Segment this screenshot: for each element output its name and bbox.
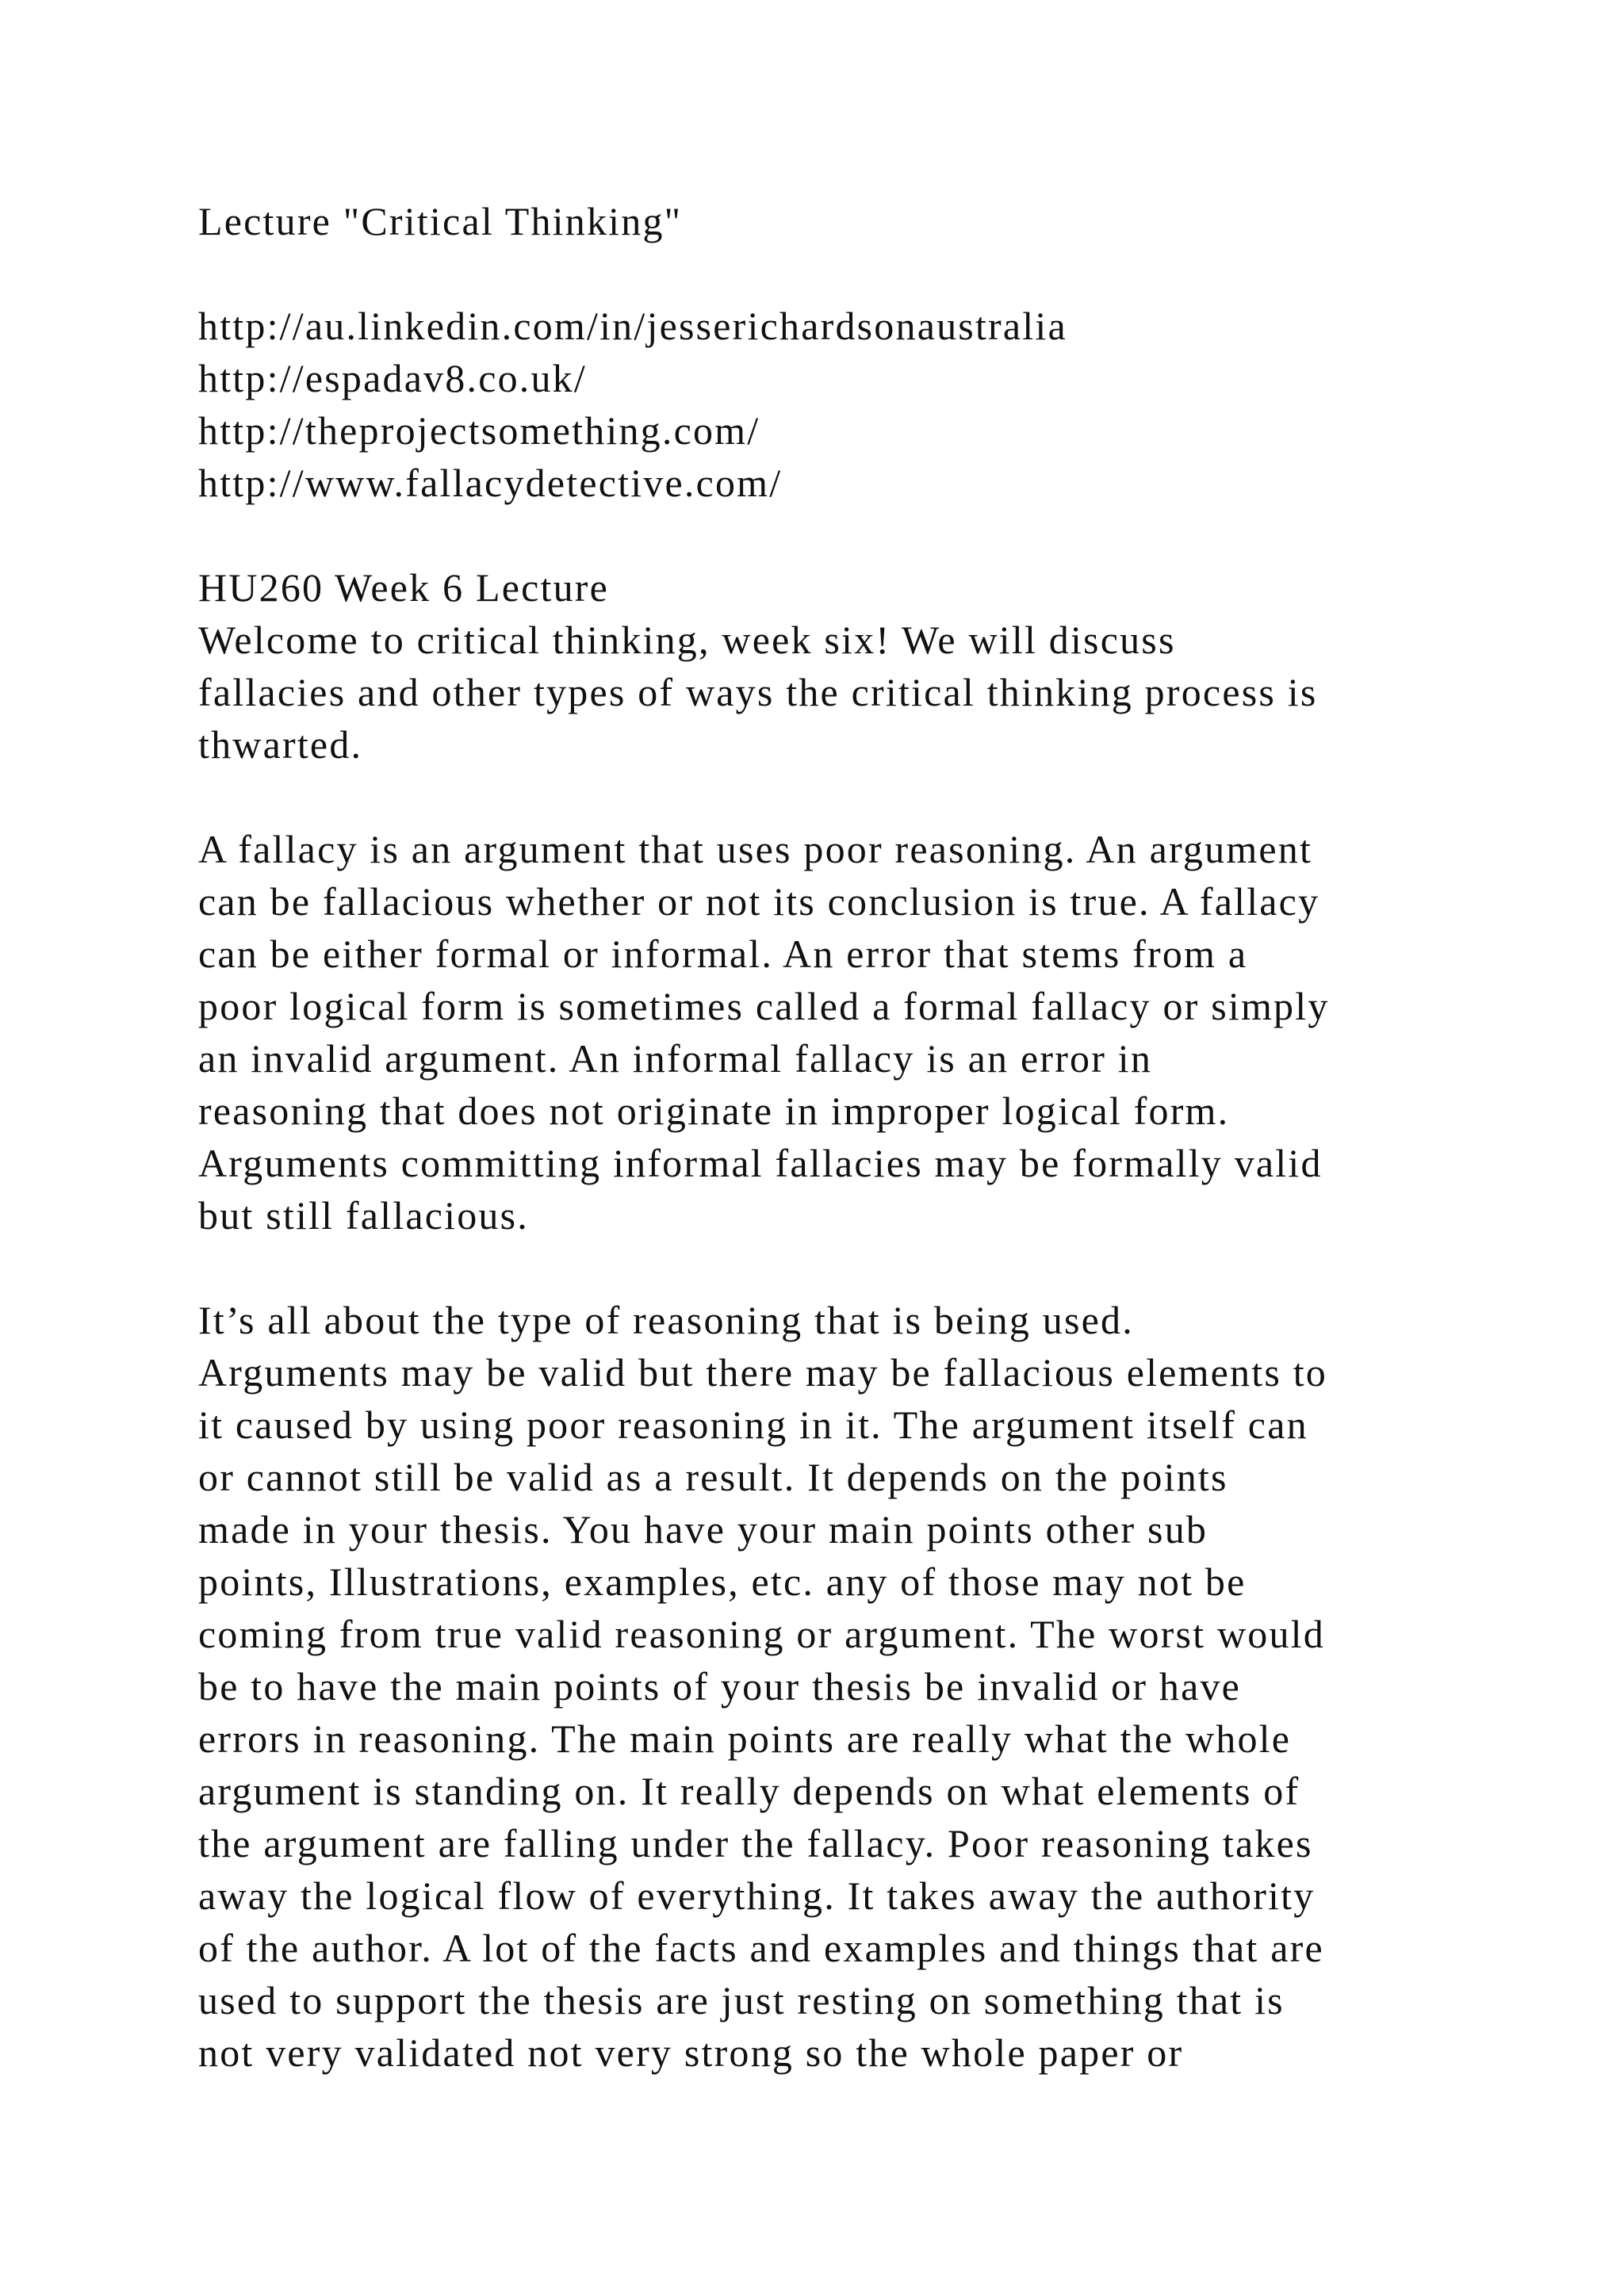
paragraph-line: coming from true valid reasoning or argument. The worst would xyxy=(198,1612,1325,1656)
paragraph-line: used to support the thesis are just resting on something that is xyxy=(198,1978,1285,2022)
paragraph-line: Arguments may be valid but there may be fallacious elements to xyxy=(198,1350,1327,1395)
paragraph-line: be to have the main points of your thesis be invalid or have xyxy=(198,1664,1242,1709)
lecture-heading: HU260 Week 6 Lecture xyxy=(198,565,610,610)
document-title: Lecture "Critical Thinking" xyxy=(198,199,683,243)
paragraph-line: can be fallacious whether or not its conclusion is true. A fallacy xyxy=(198,879,1320,924)
paragraph-line: A fallacy is an argument that uses poor reasoning. An argument xyxy=(198,827,1313,871)
paragraph-line: made in your thesis. You have your main points other sub xyxy=(198,1507,1208,1552)
paragraph-line: away the logical flow of everything. It takes away the authority xyxy=(198,1873,1316,1918)
paragraph-line: or cannot still be valid as a result. It depends on the points xyxy=(198,1455,1228,1499)
document-body xyxy=(198,195,1499,2079)
blank-line xyxy=(198,509,1499,561)
paragraph-line: points, Illustrations, examples, etc. any of those may not be xyxy=(198,1559,1247,1604)
paragraph-line: errors in reasoning. The main points are really what the whole xyxy=(198,1716,1292,1761)
paragraph-line: It’s all about the type of reasoning that is being used. xyxy=(198,1298,1134,1342)
link-line: http://espadav8.co.uk/ xyxy=(198,356,587,400)
link-line: http://theprojectsomething.com/ xyxy=(198,408,760,453)
paragraph-line: Arguments committing informal fallacies may be formally valid xyxy=(198,1141,1323,1185)
paragraph-line: poor logical form is sometimes called a formal fallacy or simply xyxy=(198,984,1330,1028)
paragraph-line: argument is standing on. It really depends on what elements of xyxy=(198,1769,1300,1813)
paragraph-line: reasoning that does not originate in improper logical form. xyxy=(198,1089,1230,1133)
blank-line xyxy=(198,771,1499,823)
paragraph-line: can be either formal or informal. An error that stems from a xyxy=(198,932,1248,976)
link-line: http://au.linkedin.com/in/jesserichardsonaustralia xyxy=(198,304,1067,348)
link-line: http://www.fallacydetective.com/ xyxy=(198,461,783,505)
blank-line xyxy=(198,1242,1499,1294)
paragraph-line: an invalid argument. An informal fallacy is an error in xyxy=(198,1036,1153,1081)
paragraph-line: of the author. A lot of the facts and examples and things that are xyxy=(198,1926,1324,1970)
blank-line xyxy=(198,247,1499,300)
paragraph-line: it caused by using poor reasoning in it. The argument itself can xyxy=(198,1402,1308,1447)
intro-line: thwarted. xyxy=(198,722,363,767)
paragraph-line: the argument are falling under the fallacy. Poor reasoning takes xyxy=(198,1821,1313,1866)
intro-line: Welcome to critical thinking, week six! We will discuss xyxy=(198,618,1176,662)
paragraph-line: but still fallacious. xyxy=(198,1193,529,1238)
paragraph-line: not very validated not very strong so the whole paper or xyxy=(198,2030,1184,2075)
intro-line: fallacies and other types of ways the critical thinking process is xyxy=(198,670,1318,714)
